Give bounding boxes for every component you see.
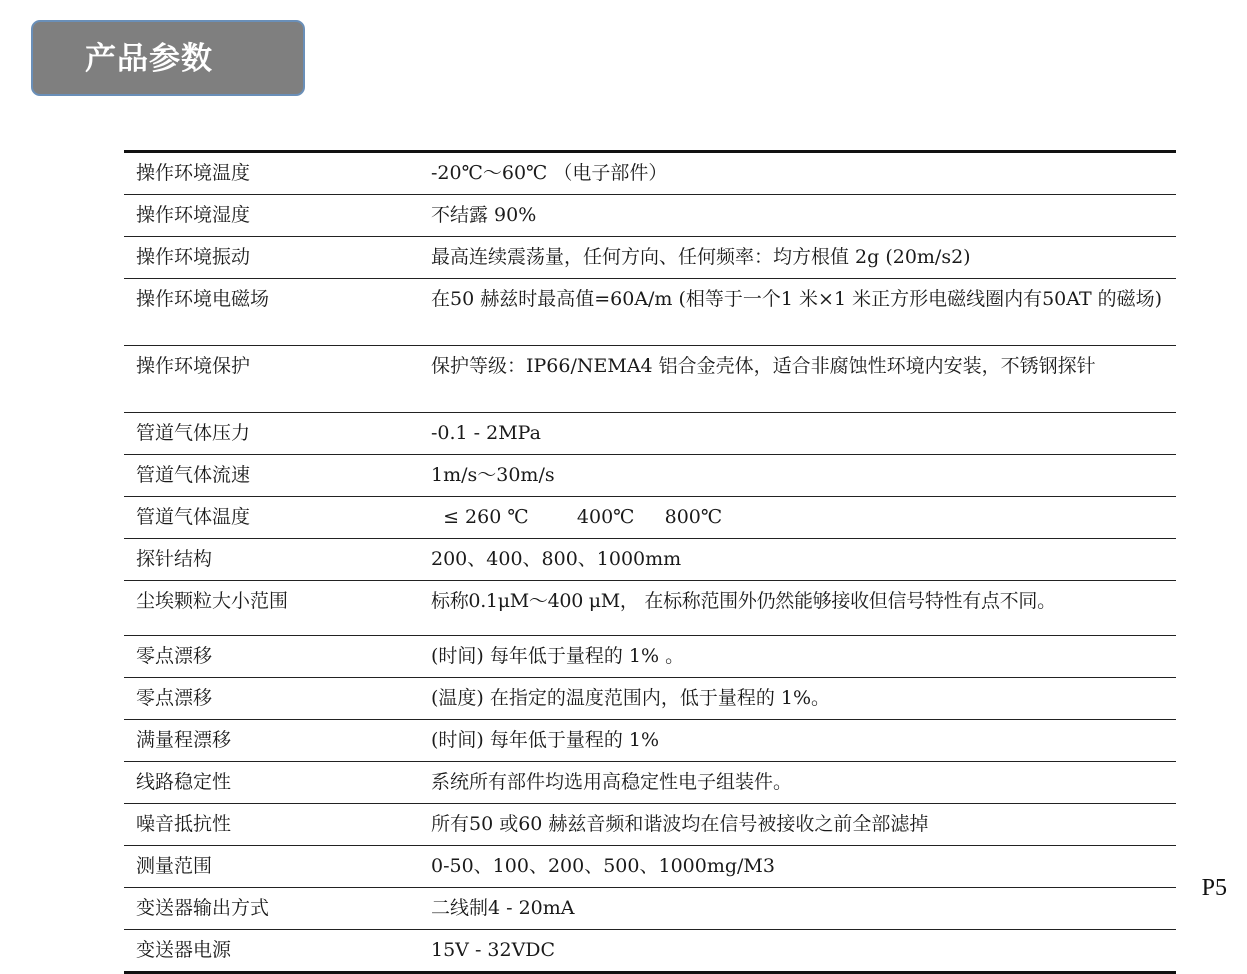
param-label: 操作环境保护 [136,355,251,377]
param-label: 零点漂移 [136,687,213,709]
param-value: 0-50、100、200、500、1000mg/M3 [431,855,775,877]
table-row [124,762,1176,804]
param-value: -0.1 - 2MPa [431,422,541,444]
param-value: 所有50 或60 赫兹音频和谐波均在信号被接收之前全部滤掉 [431,813,929,835]
table-row [124,846,1176,888]
param-label: 线路稳定性 [136,771,232,793]
page-number: P5 [1201,875,1227,901]
param-value: 1m/s～30m/s [431,464,555,486]
param-value: 系统所有部件均选用高稳定性电子组装件。 [431,771,793,793]
param-value: 200、400、800、1000mm [431,548,682,570]
table-row [124,539,1176,581]
param-value: 标称0.1μM～400 μM， 在标称范围外仍然能够接收但信号特性有点不同。 [431,590,1056,612]
param-label: 管道气体温度 [136,506,251,528]
table-row [124,497,1176,539]
table-row [124,455,1176,497]
param-label: 尘埃颗粒大小范围 [136,590,289,612]
param-value: 不结露 90% [431,204,537,226]
table-row [124,152,1176,195]
param-label: 管道气体压力 [136,422,251,444]
table-row [124,720,1176,762]
param-label: 操作环境振动 [136,246,251,268]
param-value: ≤ 260 ℃ 400℃ 800℃ [431,506,723,528]
param-value: 15V - 32VDC [431,939,556,961]
table-row [124,581,1176,636]
param-label: 操作环境温度 [136,162,251,184]
param-label: 噪音抵抗性 [136,813,232,835]
table-row [124,636,1176,678]
section-header-box [31,20,305,96]
param-label: 零点漂移 [136,645,213,667]
table-row [124,888,1176,930]
param-value: (温度) 在指定的温度范围内，低于量程的 1%。 [431,687,831,709]
table-row [124,346,1176,413]
spec-table [124,150,1176,974]
param-value: 二线制4 - 20mA [431,897,575,919]
param-label: 探针结构 [136,548,213,570]
table-row [124,413,1176,455]
param-label: 操作环境电磁场 [136,288,270,310]
param-label: 满量程漂移 [136,729,232,751]
param-value: -20℃～60℃ （电子部件） [431,162,668,184]
param-value: 最高连续震荡量，任何方向、任何频率：均方根值 2g (20m/s2) [431,246,971,268]
param-value: (时间) 每年低于量程的 1% 。 [431,645,685,667]
param-value: 保护等级：IP66/NEMA4 铝合金壳体，适合非腐蚀性环境内安装，不锈钢探针 [431,355,1096,377]
param-label: 变送器输出方式 [136,897,270,919]
table-row [124,804,1176,846]
param-label: 管道气体流速 [136,464,251,486]
table-row [124,678,1176,720]
table-row [124,195,1176,237]
section-title: 产品参数 [85,41,213,77]
table-row [124,930,1176,973]
table-row [124,279,1176,346]
param-label: 变送器电源 [136,939,232,961]
param-label: 操作环境湿度 [136,204,251,226]
param-value: (时间) 每年低于量程的 1% [431,729,660,751]
param-value: 在50 赫兹时最高值=60A/m (相等于一个1 米×1 米正方形电磁线圈内有50AT 的磁场) [431,288,1163,310]
param-label: 测量范围 [136,855,213,877]
table-row [124,237,1176,279]
